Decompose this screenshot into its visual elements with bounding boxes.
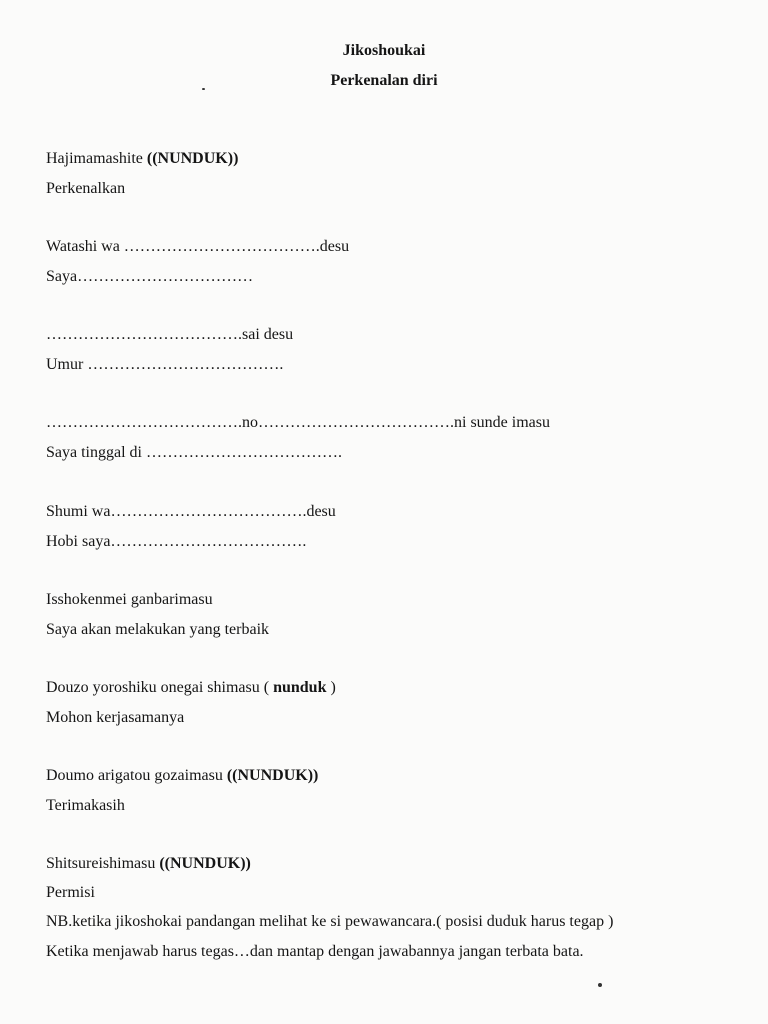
line-watashi-wa: Watashi wa ……………………………….desu — [46, 238, 350, 255]
line-kerjasama: Mohon kerjasamanya — [46, 709, 185, 726]
line-shitsurei-action: ((NUNDUK)) — [159, 855, 251, 872]
line-yoroshiku-close: ) — [326, 679, 336, 696]
line-hajimemashite-action: ((NUNDUK)) — [146, 150, 239, 167]
line-yoroshiku — [46, 679, 336, 697]
line-shitsurei — [46, 855, 251, 873]
line-yoroshiku-text: Douzo yoroshiku onegai shimasu ( — [46, 679, 274, 696]
document-title: Jikoshoukai — [342, 42, 426, 59]
line-perkenalkan: Perkenalkan — [46, 180, 126, 197]
line-hajimemashite-text: Hajimamashite — [46, 150, 143, 167]
line-ganbarimasu: Isshokenmei ganbarimasu — [46, 591, 213, 608]
line-hobi-saya: Hobi saya………………………………. — [46, 533, 307, 550]
line-sai-desu: ……………………………….sai desu — [46, 326, 294, 343]
line-arigatou-action: ((NUNDUK)) — [226, 767, 319, 784]
line-permisi: Permisi — [46, 884, 95, 901]
line-terbaik: Saya akan melakukan yang terbaik — [46, 621, 270, 638]
line-hajimemashite — [46, 150, 238, 168]
note-advice: Ketika menjawab harus tegas…dan mantap dengan jawabannya jangan terbata bata. — [46, 943, 584, 960]
line-shitsurei-text: Shitsureishimasu — [46, 855, 156, 872]
line-shumi-wa: Shumi wa……………………………….desu — [46, 503, 336, 520]
note-nb: NB.ketika jikoshokai pandangan melihat ke si pewawancara.( posisi duduk harus tegap ) — [46, 913, 614, 930]
line-yoroshiku-action: nunduk — [273, 679, 327, 696]
scan-speck — [598, 983, 602, 987]
scan-speck — [202, 88, 205, 90]
line-saya: Saya…………………………… — [46, 268, 254, 285]
line-saya-tinggal: Saya tinggal di ………………………………. — [46, 444, 342, 461]
line-sunde-imasu: ……………………………….no……………………………….ni sunde imasu — [46, 414, 550, 431]
line-arigatou-text: Doumo arigatou gozaimasu — [46, 767, 223, 784]
line-umur: Umur ………………………………. — [46, 356, 284, 373]
line-arigatou — [46, 767, 318, 785]
line-terimakasih: Terimakasih — [46, 797, 125, 814]
document-subtitle: Perkenalan diri — [330, 72, 438, 89]
